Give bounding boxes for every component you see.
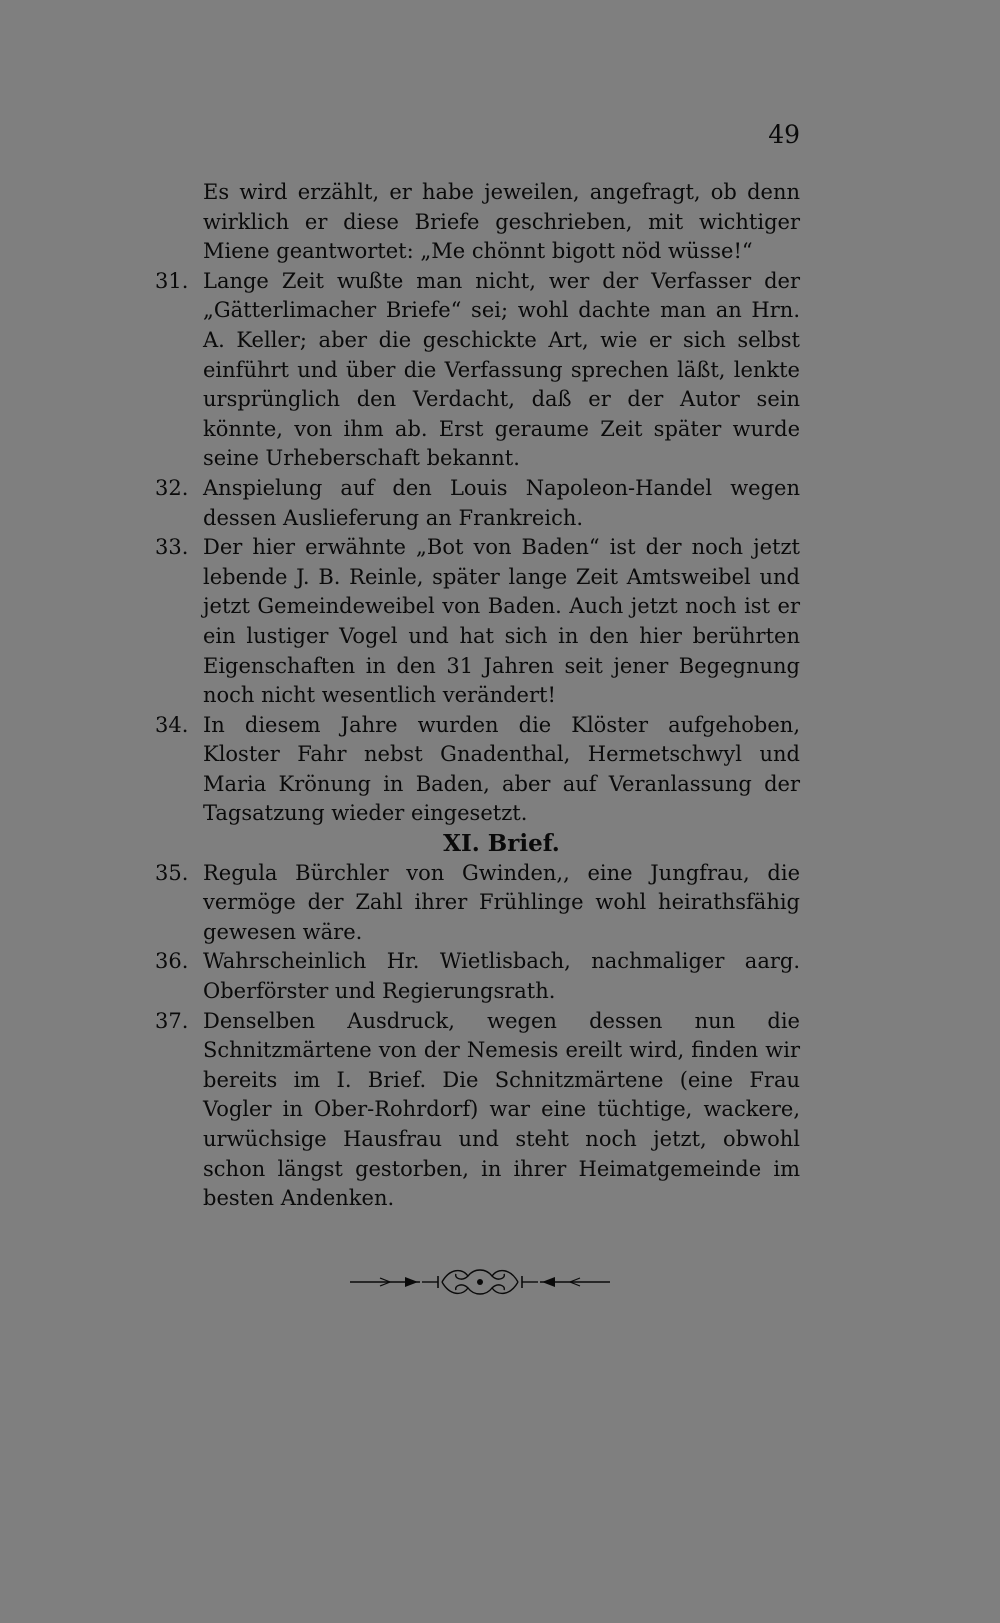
note-37 [155, 1007, 800, 1214]
note-number: 35. [155, 860, 189, 885]
note-33 [155, 533, 800, 711]
note-text: In diesem Jahre wurden die Klöster aufgehoben, Kloster Fahr nebst Gnadenthal, Hermetschwyl und Maria Krönung in Baden, aber auf Veranlassung der Tagsatzung wieder eingesetzt. [203, 712, 800, 826]
note-text: Lange Zeit wußte man nicht, wer der Verfasser der „Gätterlimacher Briefe“ sei; wohl dachte man an Hrn. A. Keller; aber die geschickte Art, wie er sich selbst einführt und über die Verfassung sprechen läßt, lenkte ursprünglich den Verdacht, daß er der Autor sein könnte, von ihm ab. Erst geraume Zeit später wurde seine Urheberschaft bekannt. [203, 268, 800, 471]
note-number: 36. [155, 949, 189, 974]
note-number: 31. [155, 268, 189, 293]
note-31 [155, 267, 800, 474]
note-36 [155, 947, 800, 1006]
page-number: 49 [768, 120, 800, 149]
note-text: Anspielung auf den Louis Napoleon-Handel wegen dessen Auslieferung an Frankreich. [203, 475, 800, 530]
note-number: 34. [155, 712, 189, 737]
note-35 [155, 859, 800, 948]
note-number: 37. [155, 1008, 189, 1033]
note-text: Wahrscheinlich Hr. Wietlisbach, nachmaliger aarg. Oberförster und Regierungsrath. [203, 949, 800, 1004]
note-text: Der hier erwähnte „Bot von Baden“ ist der noch jetzt lebende J. B. Reinle, später lange Zeit Amtsweibel und jetzt Gemeindeweibel von Baden. Auch jetzt noch ist er ein lustiger Vogel und hat sich in den hier berührten Eigenschaften in den 31 Jahren seit jener Begegnung noch nicht wesentlich verändert! [203, 535, 800, 708]
note-32 [155, 474, 800, 533]
section-heading: XI. Brief. [443, 830, 560, 858]
note-34 [155, 711, 800, 829]
note-number: 33. [155, 535, 189, 560]
note-text: Regula Bürchler von Gwinden,, eine Jungfrau, die vermöge der Zahl ihrer Frühlinge wohl heirathsfähig gewesen wäre. [203, 860, 800, 944]
decorative-divider-icon [350, 1262, 610, 1302]
note-number: 32. [155, 475, 189, 500]
intro-paragraph: Es wird erzählt, er habe jeweilen, angefragt, ob denn wirklich er diese Briefe geschrieben, mit wichtiger Miene geantwortet: „Me chönnt bigott nöd wüsse!“ [203, 180, 800, 264]
note-text: Denselben Ausdruck, wegen dessen nun die Schnitzmärtene von der Nemesis ereilt wird, finden wir bereits im I. Brief. Die Schnitzmärtene (eine Frau Vogler in Ober-Rohrdorf) war eine tüchtige, wackere, urwüchsige Hausfrau und steht noch jetzt, obwohl schon längst gestorben, in ihrer Heimatgemeinde im besten Andenken. [203, 1008, 800, 1211]
body-text [155, 178, 800, 1214]
